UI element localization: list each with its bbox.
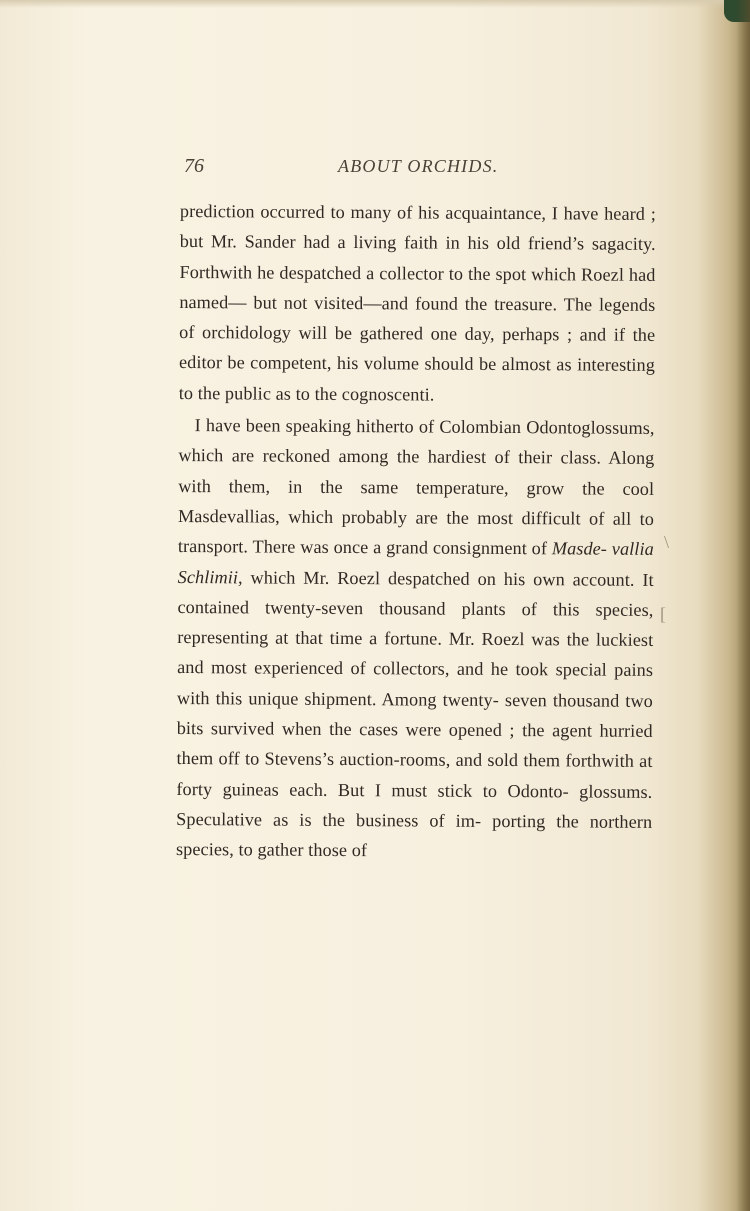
text-line: but not visited—and found the treasure. The bbox=[253, 292, 593, 315]
italic-taxon-name: Masde- bbox=[551, 538, 608, 559]
margin-mark: \ bbox=[664, 532, 670, 552]
text-line: There was once a grand consignment of bbox=[252, 536, 552, 559]
text-line: at forty guineas each. But I must stick to Odonto- bbox=[176, 751, 653, 802]
text-line: experienced of collectors, and he took special bbox=[254, 657, 607, 681]
text-line: public as to the cognoscenti. bbox=[224, 383, 435, 405]
spine-shadow bbox=[736, 0, 750, 1211]
text-line: I have been speaking hitherto of Colombian bbox=[194, 415, 522, 438]
page-number: 76 bbox=[184, 155, 204, 177]
text-line: volume should be almost as interesting to the bbox=[178, 353, 656, 404]
text-line: legends of orchidology will be gathered one day, bbox=[179, 294, 656, 345]
text-line: Odontoglossums, which are reckoned among the bbox=[178, 417, 655, 467]
paragraph-1 bbox=[179, 196, 656, 411]
text-line: glossums. Speculative as is the business of im- bbox=[176, 781, 653, 831]
text-line: have heard ; but Mr. Sander had a living faith in bbox=[179, 203, 656, 254]
text-line: porting the northern species, to gather those of bbox=[175, 810, 653, 861]
text-line: own account. It contained twenty-seven thousand bbox=[177, 568, 654, 619]
text-line: fortune. Mr. Roezl was the luckiest and most bbox=[177, 628, 654, 678]
text-line: same temperature, grow the cool Masdevallias, which bbox=[177, 476, 655, 527]
text-line: Stevens’s auction-rooms, and sold them forthwith bbox=[264, 748, 635, 772]
text-line: a collector to the spot which Roezl had named— bbox=[179, 262, 656, 313]
margin-mark: [ bbox=[660, 604, 666, 624]
page-body bbox=[176, 196, 656, 867]
text-line: plants of this species, representing at that time a bbox=[177, 598, 654, 649]
italic-taxon-name: vallia Schlimii, bbox=[177, 538, 654, 587]
text-line: seven thousand two bits survived when the cases bbox=[176, 689, 653, 740]
text-line: probably are the most difficult of all to transport. bbox=[177, 506, 655, 557]
running-head-title: ABOUT ORCHIDS. bbox=[338, 156, 499, 176]
text-line: which Mr. Roezl despatched on his bbox=[242, 566, 526, 589]
running-head bbox=[184, 155, 654, 185]
text-line: perhaps ; and if the editor be competent, his bbox=[178, 324, 656, 374]
text-line: were opened ; the agent hurried them off to bbox=[176, 719, 653, 769]
text-line: prediction occurred to many of his acquaintance, I bbox=[179, 200, 559, 224]
text-line: hardiest of their class. Along with them, in the bbox=[178, 446, 655, 497]
text-line: his old friend’s sagacity. Forthwith he despatched bbox=[179, 233, 656, 283]
paragraph-2 bbox=[176, 410, 655, 867]
text-line: pains with this unique shipment. Among twenty- bbox=[176, 660, 654, 710]
page-top-edge bbox=[0, 0, 750, 8]
